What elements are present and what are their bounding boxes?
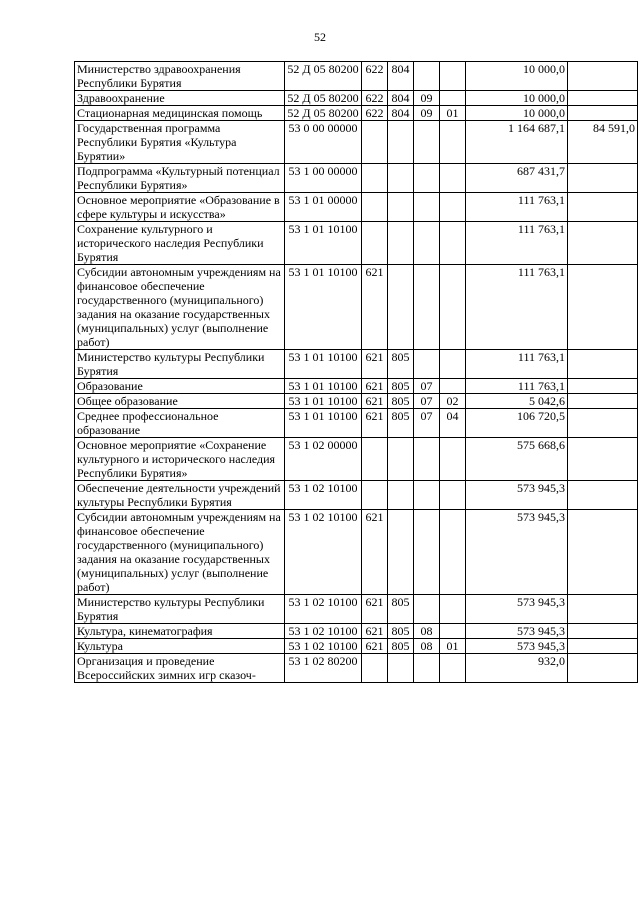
section-code-cell [414,121,440,164]
amount-cell: 1 164 687,1 [466,121,568,164]
row-name-cell: Подпрограмма «Культурный потенциал Республики Бурятия» [75,164,285,193]
row-name-cell: Субсидии автономным учреждениям на финансовое обеспечение государственного (муниципального) задания на оказание государственных (муниципальных) услуг (выполнение работ) [75,510,285,595]
expense-type-code-cell: 621 [362,595,388,624]
row-name-cell: Культура, кинематография [75,624,285,639]
ministry-code-cell: 804 [388,62,414,91]
ministry-code-cell: 804 [388,91,414,106]
federal-amount-cell [568,510,638,595]
expense-type-code-cell [362,222,388,265]
row-name-cell: Общее образование [75,394,285,409]
target-article-code-cell: 53 1 01 10100 [285,350,362,379]
expense-type-code-cell [362,121,388,164]
target-article-code-cell: 53 1 01 10100 [285,222,362,265]
amount-cell: 932,0 [466,654,568,683]
section-code-cell: 09 [414,91,440,106]
subsection-code-cell [440,510,466,595]
subsection-code-cell [440,91,466,106]
ministry-code-cell: 805 [388,379,414,394]
ministry-code-cell [388,510,414,595]
federal-amount-cell [568,164,638,193]
row-name-cell: Культура [75,639,285,654]
section-code-cell [414,595,440,624]
expense-type-code-cell: 621 [362,394,388,409]
page-number: 52 [314,30,326,44]
target-article-code-cell: 53 1 01 10100 [285,265,362,350]
federal-amount-cell [568,639,638,654]
section-code-cell [414,438,440,481]
row-name-cell: Среднее профессиональное образование [75,409,285,438]
amount-cell: 10 000,0 [466,91,568,106]
amount-cell: 111 763,1 [466,350,568,379]
federal-amount-cell [568,350,638,379]
amount-cell: 111 763,1 [466,222,568,265]
subsection-code-cell [440,62,466,91]
target-article-code-cell: 52 Д 05 80200 [285,106,362,121]
amount-cell: 687 431,7 [466,164,568,193]
amount-cell: 111 763,1 [466,265,568,350]
ministry-code-cell [388,121,414,164]
table-row [75,481,638,510]
amount-cell: 573 945,3 [466,510,568,595]
section-code-cell [414,654,440,683]
ministry-code-cell [388,481,414,510]
federal-amount-cell [568,379,638,394]
section-code-cell [414,193,440,222]
target-article-code-cell: 53 1 02 10100 [285,481,362,510]
federal-amount-cell [568,265,638,350]
ministry-code-cell: 805 [388,595,414,624]
federal-amount-cell [568,481,638,510]
expense-type-code-cell [362,438,388,481]
target-article-code-cell: 53 1 02 80200 [285,654,362,683]
expense-type-code-cell: 621 [362,624,388,639]
target-article-code-cell: 52 Д 05 80200 [285,62,362,91]
federal-amount-cell [568,409,638,438]
row-name-cell: Министерство культуры Республики Бурятия [75,350,285,379]
expense-type-code-cell [362,654,388,683]
amount-cell: 573 945,3 [466,624,568,639]
table-row [75,654,638,683]
row-name-cell: Стационарная медицинская помощь [75,106,285,121]
subsection-code-cell [440,350,466,379]
expense-type-code-cell: 621 [362,379,388,394]
amount-cell: 573 945,3 [466,595,568,624]
target-article-code-cell: 53 1 01 00000 [285,193,362,222]
ministry-code-cell [388,265,414,350]
table-row [75,121,638,164]
section-code-cell [414,222,440,265]
expense-type-code-cell: 621 [362,409,388,438]
row-name-cell: Министерство здравоохранения Республики Бурятия [75,62,285,91]
ministry-code-cell: 805 [388,350,414,379]
subsection-code-cell [440,265,466,350]
section-code-cell: 08 [414,624,440,639]
row-name-cell: Государственная программа Республики Бурятия «Культура Бурятии» [75,121,285,164]
target-article-code-cell: 53 0 00 00000 [285,121,362,164]
expense-type-code-cell: 621 [362,265,388,350]
expense-type-code-cell: 621 [362,639,388,654]
subsection-code-cell [440,222,466,265]
row-name-cell: Министерство культуры Республики Бурятия [75,595,285,624]
federal-amount-cell [568,654,638,683]
row-name-cell: Основное мероприятие «Сохранение культурного и исторического наследия Республики Бурятия» [75,438,285,481]
table-row [75,438,638,481]
section-code-cell [414,164,440,193]
expense-type-code-cell [362,481,388,510]
ministry-code-cell: 805 [388,624,414,639]
section-code-cell [414,350,440,379]
amount-cell: 111 763,1 [466,379,568,394]
row-name-cell: Организация и проведение Всероссийских зимних игр сказоч- [75,654,285,683]
budget-table [74,61,638,683]
federal-amount-cell [568,624,638,639]
row-name-cell: Образование [75,379,285,394]
federal-amount-cell [568,394,638,409]
table-row [75,62,638,91]
target-article-code-cell: 53 1 01 10100 [285,409,362,438]
section-code-cell [414,510,440,595]
target-article-code-cell: 53 1 02 10100 [285,624,362,639]
table-row [75,379,638,394]
table-row [75,164,638,193]
amount-cell: 573 945,3 [466,481,568,510]
federal-amount-cell [568,222,638,265]
target-article-code-cell: 53 1 00 00000 [285,164,362,193]
section-code-cell: 07 [414,379,440,394]
row-name-cell: Основное мероприятие «Образование в сфере культуры и искусства» [75,193,285,222]
ministry-code-cell [388,164,414,193]
ministry-code-cell [388,193,414,222]
federal-amount-cell [568,62,638,91]
federal-amount-cell [568,193,638,222]
target-article-code-cell: 53 1 02 10100 [285,639,362,654]
subsection-code-cell [440,121,466,164]
expense-type-code-cell: 621 [362,510,388,595]
subsection-code-cell: 01 [440,106,466,121]
subsection-code-cell: 02 [440,394,466,409]
section-code-cell: 09 [414,106,440,121]
subsection-code-cell [440,379,466,394]
expense-type-code-cell: 621 [362,350,388,379]
table-row [75,91,638,106]
target-article-code-cell: 53 1 02 10100 [285,595,362,624]
section-code-cell: 07 [414,409,440,438]
section-code-cell: 08 [414,639,440,654]
table-row [75,350,638,379]
table-row [75,265,638,350]
section-code-cell [414,62,440,91]
budget-table-body [75,62,638,683]
subsection-code-cell [440,193,466,222]
expense-type-code-cell: 622 [362,62,388,91]
row-name-cell: Субсидии автономным учреждениям на финансовое обеспечение государственного (муниципального) задания на оказание государственных (муниципальных) услуг (выполнение работ) [75,265,285,350]
target-article-code-cell: 53 1 02 00000 [285,438,362,481]
table-row [75,639,638,654]
amount-cell: 575 668,6 [466,438,568,481]
table-row [75,394,638,409]
row-name-cell: Обеспечение деятельности учреждений культуры Республики Бурятия [75,481,285,510]
federal-amount-cell [568,106,638,121]
table-row [75,193,638,222]
amount-cell: 106 720,5 [466,409,568,438]
section-code-cell: 07 [414,394,440,409]
amount-cell: 111 763,1 [466,193,568,222]
ministry-code-cell [388,222,414,265]
table-row [75,510,638,595]
subsection-code-cell [440,595,466,624]
federal-amount-cell [568,595,638,624]
table-row [75,222,638,265]
amount-cell: 573 945,3 [466,639,568,654]
section-code-cell [414,481,440,510]
ministry-code-cell: 805 [388,409,414,438]
federal-amount-cell: 84 591,0 [568,121,638,164]
table-row [75,595,638,624]
amount-cell: 5 042,6 [466,394,568,409]
target-article-code-cell: 53 1 01 10100 [285,379,362,394]
table-row [75,106,638,121]
subsection-code-cell [440,624,466,639]
expense-type-code-cell: 622 [362,91,388,106]
table-row [75,409,638,438]
expense-type-code-cell [362,164,388,193]
section-code-cell [414,265,440,350]
expense-type-code-cell [362,193,388,222]
table-row [75,624,638,639]
target-article-code-cell: 52 Д 05 80200 [285,91,362,106]
expense-type-code-cell: 622 [362,106,388,121]
ministry-code-cell [388,654,414,683]
subsection-code-cell [440,654,466,683]
ministry-code-cell: 805 [388,639,414,654]
ministry-code-cell: 805 [388,394,414,409]
ministry-code-cell: 804 [388,106,414,121]
subsection-code-cell: 01 [440,639,466,654]
subsection-code-cell [440,481,466,510]
amount-cell: 10 000,0 [466,106,568,121]
ministry-code-cell [388,438,414,481]
amount-cell: 10 000,0 [466,62,568,91]
target-article-code-cell: 53 1 02 10100 [285,510,362,595]
row-name-cell: Здравоохранение [75,91,285,106]
federal-amount-cell [568,91,638,106]
subsection-code-cell [440,438,466,481]
row-name-cell: Сохранение культурного и исторического наследия Республики Бурятия [75,222,285,265]
target-article-code-cell: 53 1 01 10100 [285,394,362,409]
subsection-code-cell: 04 [440,409,466,438]
subsection-code-cell [440,164,466,193]
federal-amount-cell [568,438,638,481]
